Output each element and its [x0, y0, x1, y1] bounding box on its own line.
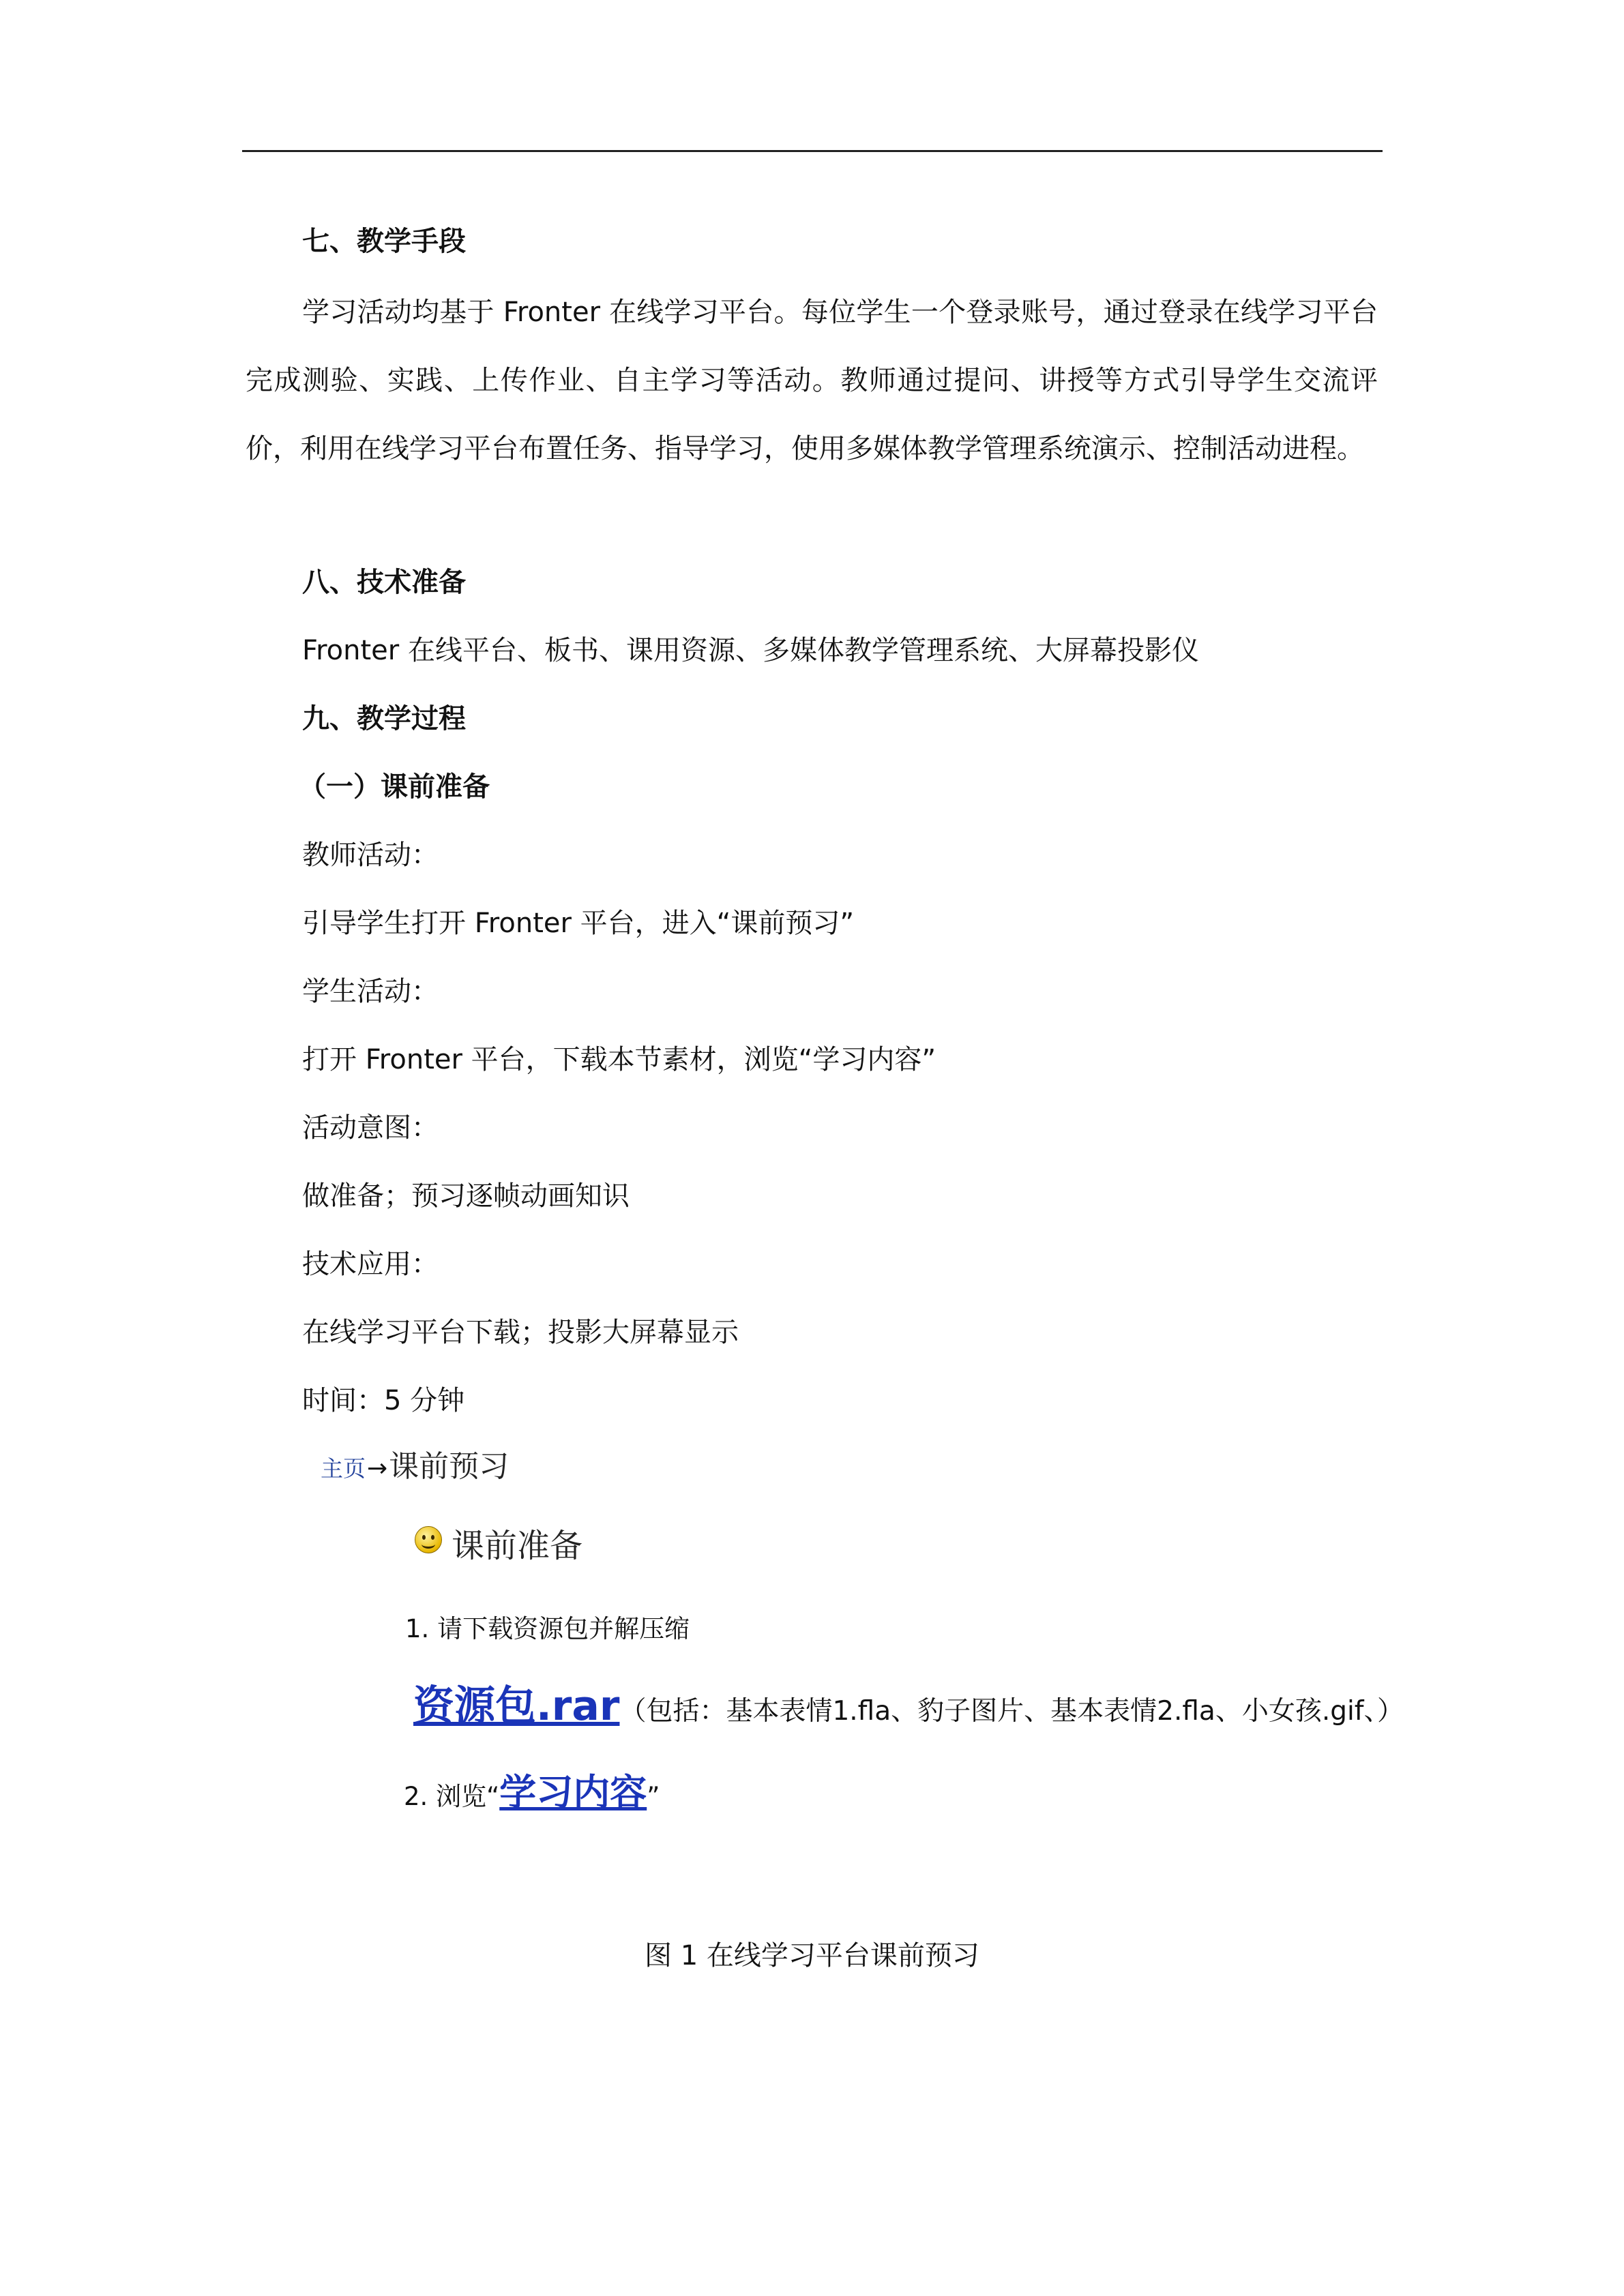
- section8-heading: 八、技术准备: [302, 567, 466, 598]
- breadcrumb-home-link[interactable]: 主页: [321, 1455, 366, 1482]
- tech-text: 在线学习平台下载；投影大屏幕显示: [302, 1317, 739, 1348]
- figure-caption: 图 1 在线学习平台课前预习: [645, 1940, 979, 1971]
- teacher-text: 引导学生打开 Fronter 平台，进入“课前预习”: [302, 908, 855, 939]
- platform-screenshot: [321, 1432, 1419, 1841]
- header-rule: [242, 150, 1383, 152]
- student-text: 打开 Fronter 平台，下载本节素材，浏览“学习内容”: [302, 1044, 936, 1075]
- time-text: 时间：5 分钟: [302, 1385, 465, 1416]
- prep-title: 课前准备: [452, 1527, 583, 1565]
- section7-heading: 七、教学手段: [302, 226, 466, 257]
- resource-download-link[interactable]: 资源包.rar: [413, 1682, 620, 1730]
- tech-label: 技术应用：: [302, 1249, 439, 1280]
- student-label: 学生活动：: [302, 976, 439, 1007]
- section8-text: Fronter 在线平台、板书、课用资源、多媒体教学管理系统、大屏幕投影仪: [302, 635, 1199, 666]
- section7-paragraph: 学习活动均基于 Fronter 在线学习平台。每位学生一个登录账号，通过登录在线学习平台完成测验、实践、上传作业、自主学习等活动。教师通过提问、讲授等方式引导学生交流评价，利用在线学习平台布置任务、指导学习，使用多媒体教学管理系统演示、控制活动进程。: [246, 297, 1378, 464]
- section9-subheading: （一）课前准备: [299, 771, 490, 803]
- breadcrumb: [321, 1442, 509, 1485]
- section9-heading: 九、教学过程: [302, 703, 466, 734]
- resource-row: [413, 1673, 1404, 1732]
- teacher-label: 教师活动：: [302, 839, 439, 871]
- intent-label: 活动意图：: [302, 1112, 439, 1144]
- smiley-icon: [415, 1526, 442, 1553]
- breadcrumb-current: 课前预习: [389, 1449, 510, 1484]
- resource-note: （包括：基本表情1.fla、豹子图片、基本表情2.fla、小女孩.gif、）: [619, 1696, 1404, 1727]
- step2-suffix: ”: [647, 1782, 660, 1811]
- step2-row: [404, 1763, 660, 1816]
- intent-text: 做准备；预习逐帧动画知识: [302, 1180, 630, 1212]
- step1-text: 1. 请下载资源包并解压缩: [405, 1614, 690, 1643]
- breadcrumb-arrow: →: [367, 1455, 388, 1482]
- learning-content-link[interactable]: 学习内容: [499, 1771, 647, 1814]
- step2-prefix: 2. 浏览“: [404, 1782, 500, 1811]
